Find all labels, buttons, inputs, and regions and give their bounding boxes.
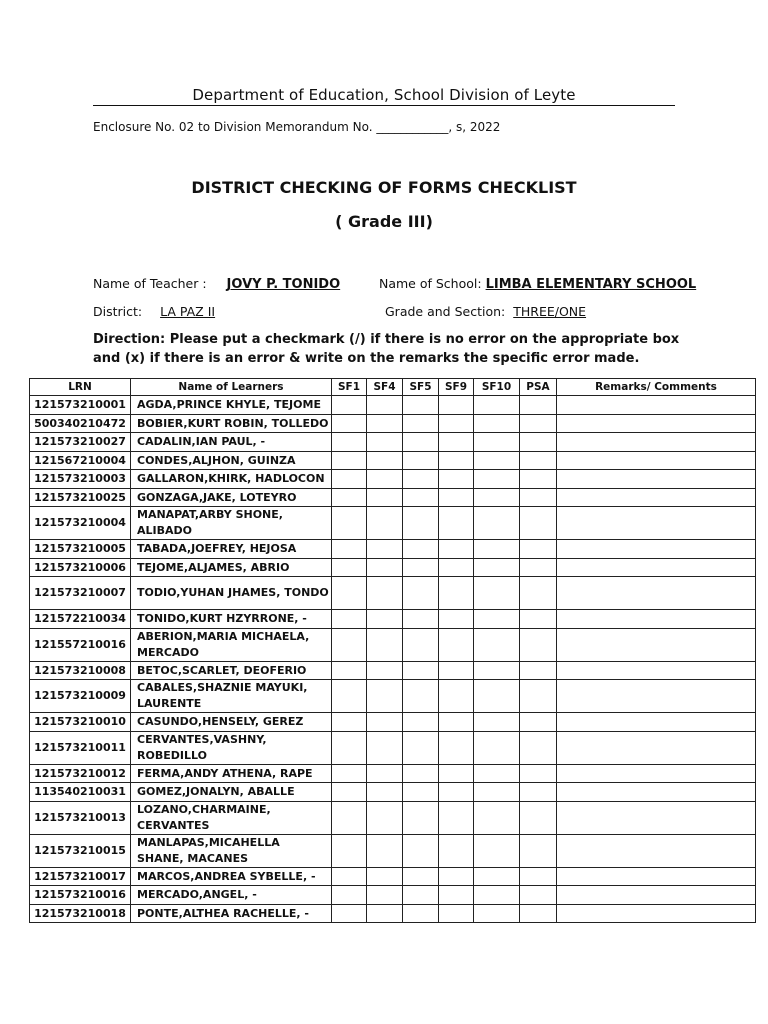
sf4-check-cell[interactable] (367, 507, 403, 540)
teacher-value: JOVY P. TONIDO (226, 277, 341, 292)
psa-check-cell[interactable] (520, 507, 557, 540)
sf1-check-cell[interactable] (332, 628, 367, 661)
forms-checklist-table (29, 378, 756, 923)
psa-check-cell[interactable] (520, 488, 557, 507)
lrn-cell: 121573210005 (30, 540, 131, 559)
sf10-check-cell[interactable] (474, 433, 520, 452)
sf9-check-cell[interactable] (439, 396, 474, 415)
psa-check-cell[interactable] (520, 904, 557, 923)
psa-check-cell[interactable] (520, 801, 557, 834)
sf1-check-cell[interactable] (332, 867, 367, 886)
sf9-check-cell[interactable] (439, 886, 474, 905)
sf4-check-cell[interactable] (367, 628, 403, 661)
sf1-check-cell[interactable] (332, 414, 367, 433)
learner-name-cell: CERVANTES,VASHNY, ROBEDILLO (131, 731, 332, 764)
sf9-check-cell[interactable] (439, 680, 474, 713)
table-row (30, 834, 756, 867)
remarks-cell[interactable] (557, 886, 756, 905)
sf9-check-cell[interactable] (439, 783, 474, 802)
sf10-check-cell[interactable] (474, 783, 520, 802)
sf5-check-cell[interactable] (403, 783, 439, 802)
sf4-check-cell[interactable] (367, 540, 403, 559)
sf10-check-cell[interactable] (474, 764, 520, 783)
teacher-field (93, 276, 370, 292)
psa-check-cell[interactable] (520, 433, 557, 452)
learner-name-cell: CABALES,SHAZNIE MAYUKI, LAURENTE (131, 680, 332, 713)
psa-check-cell[interactable] (520, 834, 557, 867)
sf1-check-cell[interactable] (332, 713, 367, 732)
sf5-check-cell[interactable] (403, 610, 439, 629)
sf10-check-cell[interactable] (474, 488, 520, 507)
sf4-check-cell[interactable] (367, 470, 403, 489)
sf9-check-cell[interactable] (439, 540, 474, 559)
lrn-cell: 121573210027 (30, 433, 131, 452)
lrn-cell: 121573210012 (30, 764, 131, 783)
table-row (30, 713, 756, 732)
header-psa: PSA (520, 379, 557, 396)
table-row (30, 470, 756, 489)
lrn-cell: 121573210015 (30, 834, 131, 867)
remarks-cell[interactable] (557, 783, 756, 802)
sf10-check-cell[interactable] (474, 577, 520, 610)
sf4-check-cell[interactable] (367, 834, 403, 867)
sf9-check-cell[interactable] (439, 764, 474, 783)
psa-check-cell[interactable] (520, 540, 557, 559)
sf1-check-cell[interactable] (332, 764, 367, 783)
sf5-check-cell[interactable] (403, 867, 439, 886)
table-row (30, 661, 756, 680)
lrn-cell: 121573210003 (30, 470, 131, 489)
table-row (30, 488, 756, 507)
learner-name-cell: BETOC,SCARLET, DEOFERIO (131, 661, 332, 680)
table-row (30, 451, 756, 470)
sf5-check-cell[interactable] (403, 558, 439, 577)
lrn-cell: 121573210013 (30, 801, 131, 834)
sf4-check-cell[interactable] (367, 451, 403, 470)
header-name: Name of Learners (131, 379, 332, 396)
learner-name-cell: TODIO,YUHAN JHAMES, TONDO (131, 577, 332, 610)
sf1-check-cell[interactable] (332, 470, 367, 489)
lrn-cell: 121573210011 (30, 731, 131, 764)
remarks-cell[interactable] (557, 451, 756, 470)
psa-check-cell[interactable] (520, 886, 557, 905)
sf9-check-cell[interactable] (439, 433, 474, 452)
sf1-check-cell[interactable] (332, 661, 367, 680)
sf10-check-cell[interactable] (474, 396, 520, 415)
sf10-check-cell[interactable] (474, 801, 520, 834)
learner-name-cell: AGDA,PRINCE KHYLE, TEJOME (131, 396, 332, 415)
header-lrn: LRN (30, 379, 131, 396)
sf5-check-cell[interactable] (403, 488, 439, 507)
learner-name-cell: MANAPAT,ARBY SHONE, ALIBADO (131, 507, 332, 540)
sf4-check-cell[interactable] (367, 783, 403, 802)
sf10-check-cell[interactable] (474, 834, 520, 867)
school-field (379, 276, 696, 292)
sf1-check-cell[interactable] (332, 886, 367, 905)
learner-name-cell: GONZAGA,JAKE, LOTEYRO (131, 488, 332, 507)
psa-check-cell[interactable] (520, 680, 557, 713)
sf1-check-cell[interactable] (332, 610, 367, 629)
psa-check-cell[interactable] (520, 783, 557, 802)
sf4-check-cell[interactable] (367, 577, 403, 610)
sf10-check-cell[interactable] (474, 713, 520, 732)
lrn-cell: 121573210016 (30, 886, 131, 905)
psa-check-cell[interactable] (520, 628, 557, 661)
direction-text: Direction: Please put a checkmark (/) if there is no error on the appropriate box and (x) if there is an error & write on the remarks the specific error made. (93, 332, 680, 366)
sf10-check-cell[interactable] (474, 867, 520, 886)
psa-check-cell[interactable] (520, 558, 557, 577)
sf5-check-cell[interactable] (403, 628, 439, 661)
sf5-check-cell[interactable] (403, 764, 439, 783)
remarks-cell[interactable] (557, 488, 756, 507)
school-value: LIMBA ELEMENTARY SCHOOL (485, 277, 697, 292)
sf4-check-cell[interactable] (367, 801, 403, 834)
psa-check-cell[interactable] (520, 661, 557, 680)
sf4-check-cell[interactable] (367, 433, 403, 452)
sf4-check-cell[interactable] (367, 713, 403, 732)
table-row (30, 507, 756, 540)
table-row (30, 783, 756, 802)
learner-name-cell: CASUNDO,HENSELY, GEREZ (131, 713, 332, 732)
sf4-check-cell[interactable] (367, 661, 403, 680)
sf5-check-cell[interactable] (403, 886, 439, 905)
sf1-check-cell[interactable] (332, 488, 367, 507)
sf10-check-cell[interactable] (474, 451, 520, 470)
remarks-cell[interactable] (557, 577, 756, 610)
sf10-check-cell[interactable] (474, 886, 520, 905)
sf5-check-cell[interactable] (403, 396, 439, 415)
sf1-check-cell[interactable] (332, 834, 367, 867)
remarks-cell[interactable] (557, 801, 756, 834)
sf1-check-cell[interactable] (332, 507, 367, 540)
sf5-check-cell[interactable] (403, 834, 439, 867)
table-row (30, 540, 756, 559)
sf1-check-cell[interactable] (332, 731, 367, 764)
lrn-cell: 121567210004 (30, 451, 131, 470)
header-sf1: SF1 (332, 379, 367, 396)
remarks-cell[interactable] (557, 731, 756, 764)
sf10-check-cell[interactable] (474, 904, 520, 923)
table-row (30, 801, 756, 834)
learner-name-cell: FERMA,ANDY ATHENA, RAPE (131, 764, 332, 783)
sf5-check-cell[interactable] (403, 904, 439, 923)
remarks-cell[interactable] (557, 610, 756, 629)
lrn-cell: 121573210006 (30, 558, 131, 577)
sf1-check-cell[interactable] (332, 577, 367, 610)
learner-name-cell: MERCADO,ANGEL, - (131, 886, 332, 905)
remarks-cell[interactable] (557, 507, 756, 540)
sf4-check-cell[interactable] (367, 867, 403, 886)
sf9-check-cell[interactable] (439, 558, 474, 577)
remarks-cell[interactable] (557, 904, 756, 923)
remarks-cell[interactable] (557, 470, 756, 489)
sf4-check-cell[interactable] (367, 886, 403, 905)
grade-section-label: Grade and Section: (385, 304, 506, 319)
lrn-cell: 113540210031 (30, 783, 131, 802)
lrn-cell: 500340210472 (30, 414, 131, 433)
district-field (93, 304, 221, 319)
remarks-cell[interactable] (557, 558, 756, 577)
enclosure-line: Enclosure No. 02 to Division Memorandum No. ____________, s, 2022 (93, 120, 501, 134)
sf1-check-cell[interactable] (332, 801, 367, 834)
sf4-check-cell[interactable] (367, 558, 403, 577)
remarks-cell[interactable] (557, 396, 756, 415)
psa-check-cell[interactable] (520, 470, 557, 489)
grade-title: ( Grade III) (335, 212, 433, 231)
learner-name-cell: GOMEZ,JONALYN, ABALLE (131, 783, 332, 802)
sf4-check-cell[interactable] (367, 764, 403, 783)
sf9-check-cell[interactable] (439, 904, 474, 923)
school-label: Name of School: (379, 276, 482, 291)
sf5-check-cell[interactable] (403, 713, 439, 732)
document-title: DISTRICT CHECKING OF FORMS CHECKLIST (191, 178, 577, 197)
teacher-label: Name of Teacher : (93, 276, 207, 291)
sf4-check-cell[interactable] (367, 488, 403, 507)
table-row (30, 628, 756, 661)
psa-check-cell[interactable] (520, 577, 557, 610)
lrn-cell: 121573210008 (30, 661, 131, 680)
table-row (30, 414, 756, 433)
table-row (30, 886, 756, 905)
sf5-check-cell[interactable] (403, 414, 439, 433)
department-heading: Department of Education, School Division of Leyte (93, 86, 675, 106)
psa-check-cell[interactable] (520, 867, 557, 886)
learner-name-cell: MARCOS,ANDREA SYBELLE, - (131, 867, 332, 886)
sf10-check-cell[interactable] (474, 540, 520, 559)
table-row (30, 680, 756, 713)
district-label: District: (93, 304, 143, 319)
sf10-check-cell[interactable] (474, 680, 520, 713)
sf10-check-cell[interactable] (474, 414, 520, 433)
sf5-check-cell[interactable] (403, 680, 439, 713)
sf1-check-cell[interactable] (332, 783, 367, 802)
sf1-check-cell[interactable] (332, 540, 367, 559)
lrn-cell: 121572210034 (30, 610, 131, 629)
remarks-cell[interactable] (557, 661, 756, 680)
psa-check-cell[interactable] (520, 764, 557, 783)
learner-name-cell: TABADA,JOEFREY, HEJOSA (131, 540, 332, 559)
sf1-check-cell[interactable] (332, 904, 367, 923)
header-sf9: SF9 (439, 379, 474, 396)
lrn-cell: 121573210017 (30, 867, 131, 886)
learner-name-cell: TONIDO,KURT HZYRRONE, - (131, 610, 332, 629)
psa-check-cell[interactable] (520, 610, 557, 629)
learner-name-cell: CONDES,ALJHON, GUINZA (131, 451, 332, 470)
table-row (30, 867, 756, 886)
learner-name-cell: TEJOME,ALJAMES, ABRIO (131, 558, 332, 577)
sf9-check-cell[interactable] (439, 801, 474, 834)
sf5-check-cell[interactable] (403, 731, 439, 764)
header-sf4: SF4 (367, 379, 403, 396)
remarks-cell[interactable] (557, 540, 756, 559)
header-sf5: SF5 (403, 379, 439, 396)
sf9-check-cell[interactable] (439, 488, 474, 507)
lrn-cell: 121573210009 (30, 680, 131, 713)
learner-name-cell: LOZANO,CHARMAINE, CERVANTES (131, 801, 332, 834)
sf9-check-cell[interactable] (439, 451, 474, 470)
table-row (30, 558, 756, 577)
sf4-check-cell[interactable] (367, 904, 403, 923)
remarks-cell[interactable] (557, 433, 756, 452)
sf1-check-cell[interactable] (332, 680, 367, 713)
sf4-check-cell[interactable] (367, 610, 403, 629)
table-row (30, 433, 756, 452)
learner-name-cell: MANLAPAS,MICAHELLA SHANE, MACANES (131, 834, 332, 867)
lrn-cell: 121573210004 (30, 507, 131, 540)
sf10-check-cell[interactable] (474, 661, 520, 680)
sf10-check-cell[interactable] (474, 470, 520, 489)
remarks-cell[interactable] (557, 628, 756, 661)
remarks-cell[interactable] (557, 680, 756, 713)
psa-check-cell[interactable] (520, 731, 557, 764)
district-value: LA PAZ II (160, 304, 216, 319)
lrn-cell: 121573210001 (30, 396, 131, 415)
sf1-check-cell[interactable] (332, 396, 367, 415)
sf5-check-cell[interactable] (403, 451, 439, 470)
sf9-check-cell[interactable] (439, 577, 474, 610)
sf10-check-cell[interactable] (474, 628, 520, 661)
sf5-check-cell[interactable] (403, 661, 439, 680)
sf9-check-cell[interactable] (439, 713, 474, 732)
sf10-check-cell[interactable] (474, 507, 520, 540)
sf9-check-cell[interactable] (439, 507, 474, 540)
lrn-cell: 121573210018 (30, 904, 131, 923)
sf1-check-cell[interactable] (332, 558, 367, 577)
header-sf10: SF10 (474, 379, 520, 396)
table-row (30, 904, 756, 923)
remarks-cell[interactable] (557, 414, 756, 433)
remarks-cell[interactable] (557, 764, 756, 783)
lrn-cell: 121573210025 (30, 488, 131, 507)
lrn-cell: 121573210007 (30, 577, 131, 610)
sf5-check-cell[interactable] (403, 540, 439, 559)
sf1-check-cell[interactable] (332, 451, 367, 470)
sf4-check-cell[interactable] (367, 396, 403, 415)
sf10-check-cell[interactable] (474, 610, 520, 629)
table-row (30, 610, 756, 629)
grade-section-value: THREE/ONE (513, 304, 587, 319)
sf5-check-cell[interactable] (403, 801, 439, 834)
grade-section-field (385, 304, 586, 319)
table-header-row (30, 379, 756, 396)
learner-name-cell: PONTE,ALTHEA RACHELLE, - (131, 904, 332, 923)
sf4-check-cell[interactable] (367, 414, 403, 433)
sf9-check-cell[interactable] (439, 834, 474, 867)
sf9-check-cell[interactable] (439, 731, 474, 764)
psa-check-cell[interactable] (520, 414, 557, 433)
learner-name-cell: CADALIN,IAN PAUL, - (131, 433, 332, 452)
psa-check-cell[interactable] (520, 451, 557, 470)
remarks-cell[interactable] (557, 834, 756, 867)
sf9-check-cell[interactable] (439, 470, 474, 489)
psa-check-cell[interactable] (520, 713, 557, 732)
remarks-cell[interactable] (557, 867, 756, 886)
sf9-check-cell[interactable] (439, 628, 474, 661)
header-remarks: Remarks/ Comments (557, 379, 756, 396)
table-row (30, 577, 756, 610)
sf9-check-cell[interactable] (439, 661, 474, 680)
table-row (30, 396, 756, 415)
sf9-check-cell[interactable] (439, 610, 474, 629)
table-row (30, 764, 756, 783)
sf1-check-cell[interactable] (332, 433, 367, 452)
lrn-cell: 121557210016 (30, 628, 131, 661)
sf4-check-cell[interactable] (367, 731, 403, 764)
sf5-check-cell[interactable] (403, 470, 439, 489)
sf5-check-cell[interactable] (403, 433, 439, 452)
sf9-check-cell[interactable] (439, 414, 474, 433)
sf5-check-cell[interactable] (403, 507, 439, 540)
table-row (30, 731, 756, 764)
lrn-cell: 121573210010 (30, 713, 131, 732)
psa-check-cell[interactable] (520, 396, 557, 415)
sf5-check-cell[interactable] (403, 577, 439, 610)
learner-name-cell: GALLARON,KHIRK, HADLOCON (131, 470, 332, 489)
learner-name-cell: BOBIER,KURT ROBIN, TOLLEDO (131, 414, 332, 433)
sf10-check-cell[interactable] (474, 558, 520, 577)
remarks-cell[interactable] (557, 713, 756, 732)
sf9-check-cell[interactable] (439, 867, 474, 886)
sf10-check-cell[interactable] (474, 731, 520, 764)
learner-name-cell: ABERION,MARIA MICHAELA, MERCADO (131, 628, 332, 661)
sf4-check-cell[interactable] (367, 680, 403, 713)
